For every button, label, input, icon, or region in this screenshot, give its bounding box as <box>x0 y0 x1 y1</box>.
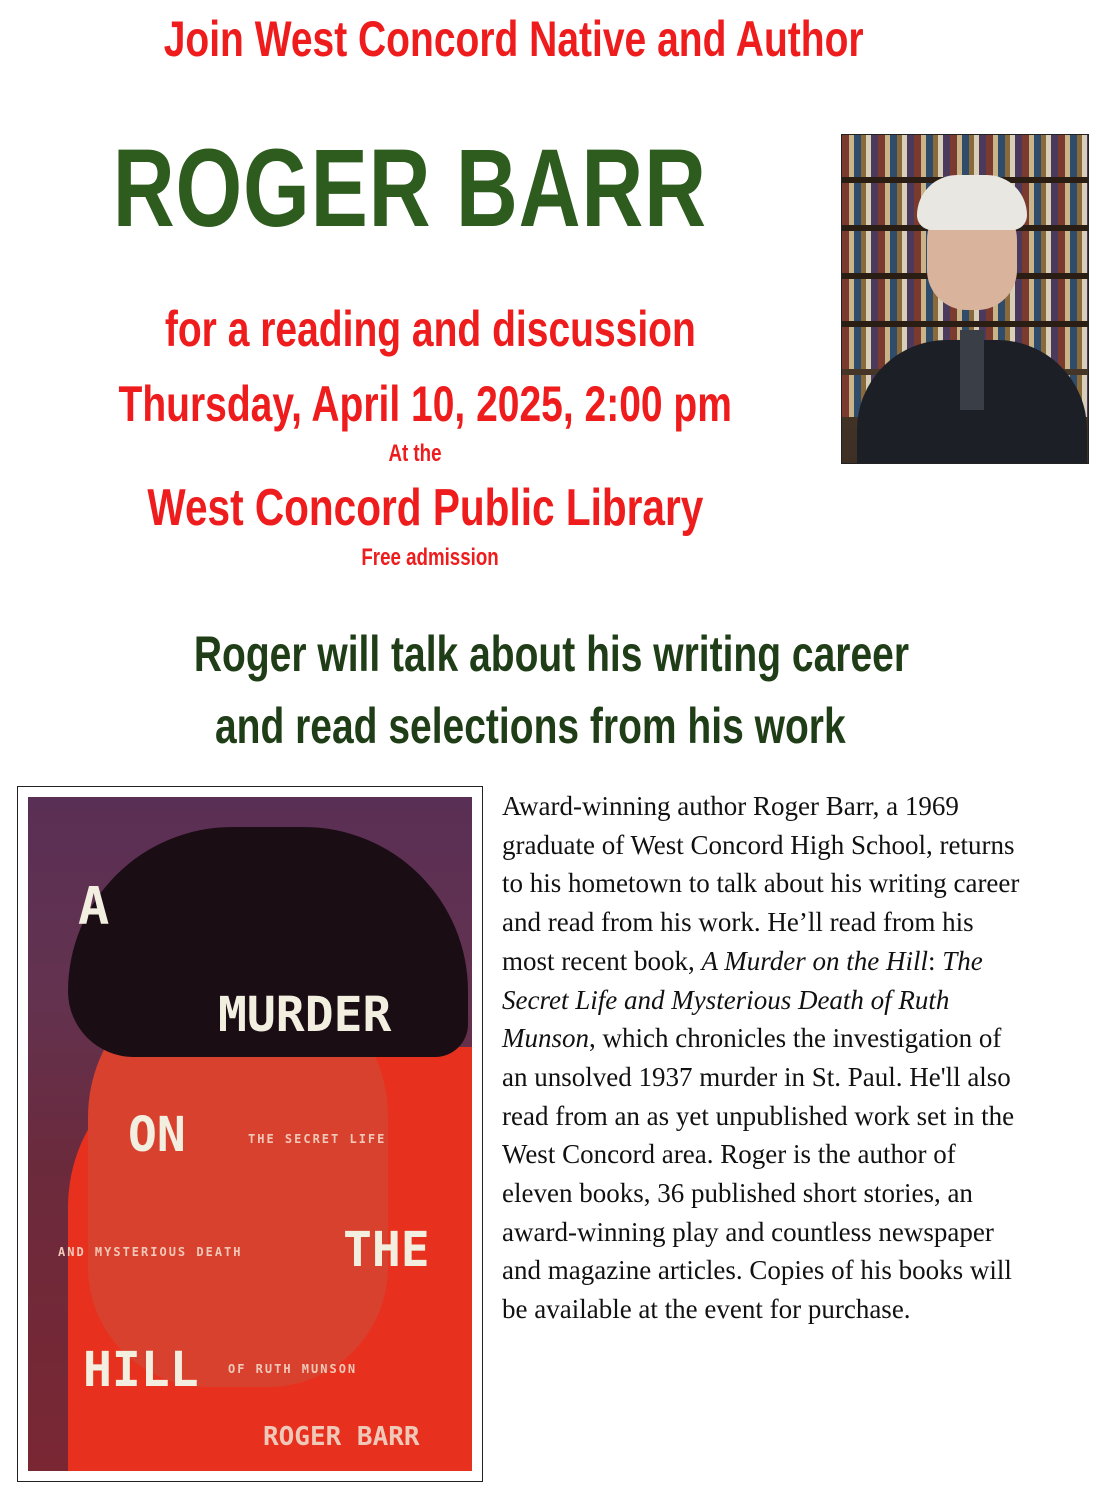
author-name: ROGER BARR <box>112 127 708 250</box>
cover-title-murder: MURDER <box>218 987 392 1043</box>
cover-subtitle-1: THE SECRET LIFE <box>248 1132 387 1146</box>
cover-title-on: ON <box>128 1107 186 1163</box>
cover-title-the: THE <box>343 1222 430 1278</box>
cover-author: ROGER BARR <box>263 1422 420 1452</box>
tagline-line-1: Roger will talk about his writing career <box>193 626 909 682</box>
description-text-1: Award-winning author Roger Barr, a 1969 graduate of West Concord High School, returns to his hometown to talk about his writing career and read from his work. He’ll read from his most recent book, <box>502 791 1020 976</box>
admission-note: Free admission <box>361 544 499 571</box>
person-hair <box>917 175 1027 230</box>
description-book-subtitle: The Secret Life and Mysterious Death of Ruth Munson <box>502 945 983 1054</box>
headline: Join West Concord Native and Author <box>164 11 864 67</box>
cover-title-hill: HILL <box>83 1342 199 1398</box>
book-cover-frame <box>17 786 483 1482</box>
description-text-2: , which chronicles the investigation of an unsolved 1937 murder in St. Paul. He'll also read from an as yet unpublished work set in the West Concord area. Roger is the author of eleven books, 36 published short stories, an award-winning play and countless newspaper and magazine articles. Copies of his books will be available at the event for purchase. <box>502 1023 1015 1325</box>
description-separator: : <box>927 945 943 976</box>
tagline-line-2: and read selections from his work <box>214 698 846 754</box>
person-shirt <box>960 330 984 410</box>
event-description <box>502 787 1022 1329</box>
event-subtitle: for a reading and discussion <box>164 301 696 357</box>
event-venue: West Concord Public Library <box>147 479 703 537</box>
cover-subtitle-2: AND MYSTERIOUS DEATH <box>58 1245 243 1259</box>
event-datetime: Thursday, April 10, 2025, 2:00 pm <box>118 376 732 432</box>
cover-subtitle-3: OF RUTH MUNSON <box>228 1362 358 1376</box>
bookshelf-row <box>842 135 1088 177</box>
at-the-label: At the <box>388 440 442 467</box>
author-photo <box>841 134 1089 464</box>
description-book-title: A Murder on the Hill <box>701 945 928 976</box>
cover-title-a: A <box>78 877 110 937</box>
book-cover <box>28 797 472 1471</box>
